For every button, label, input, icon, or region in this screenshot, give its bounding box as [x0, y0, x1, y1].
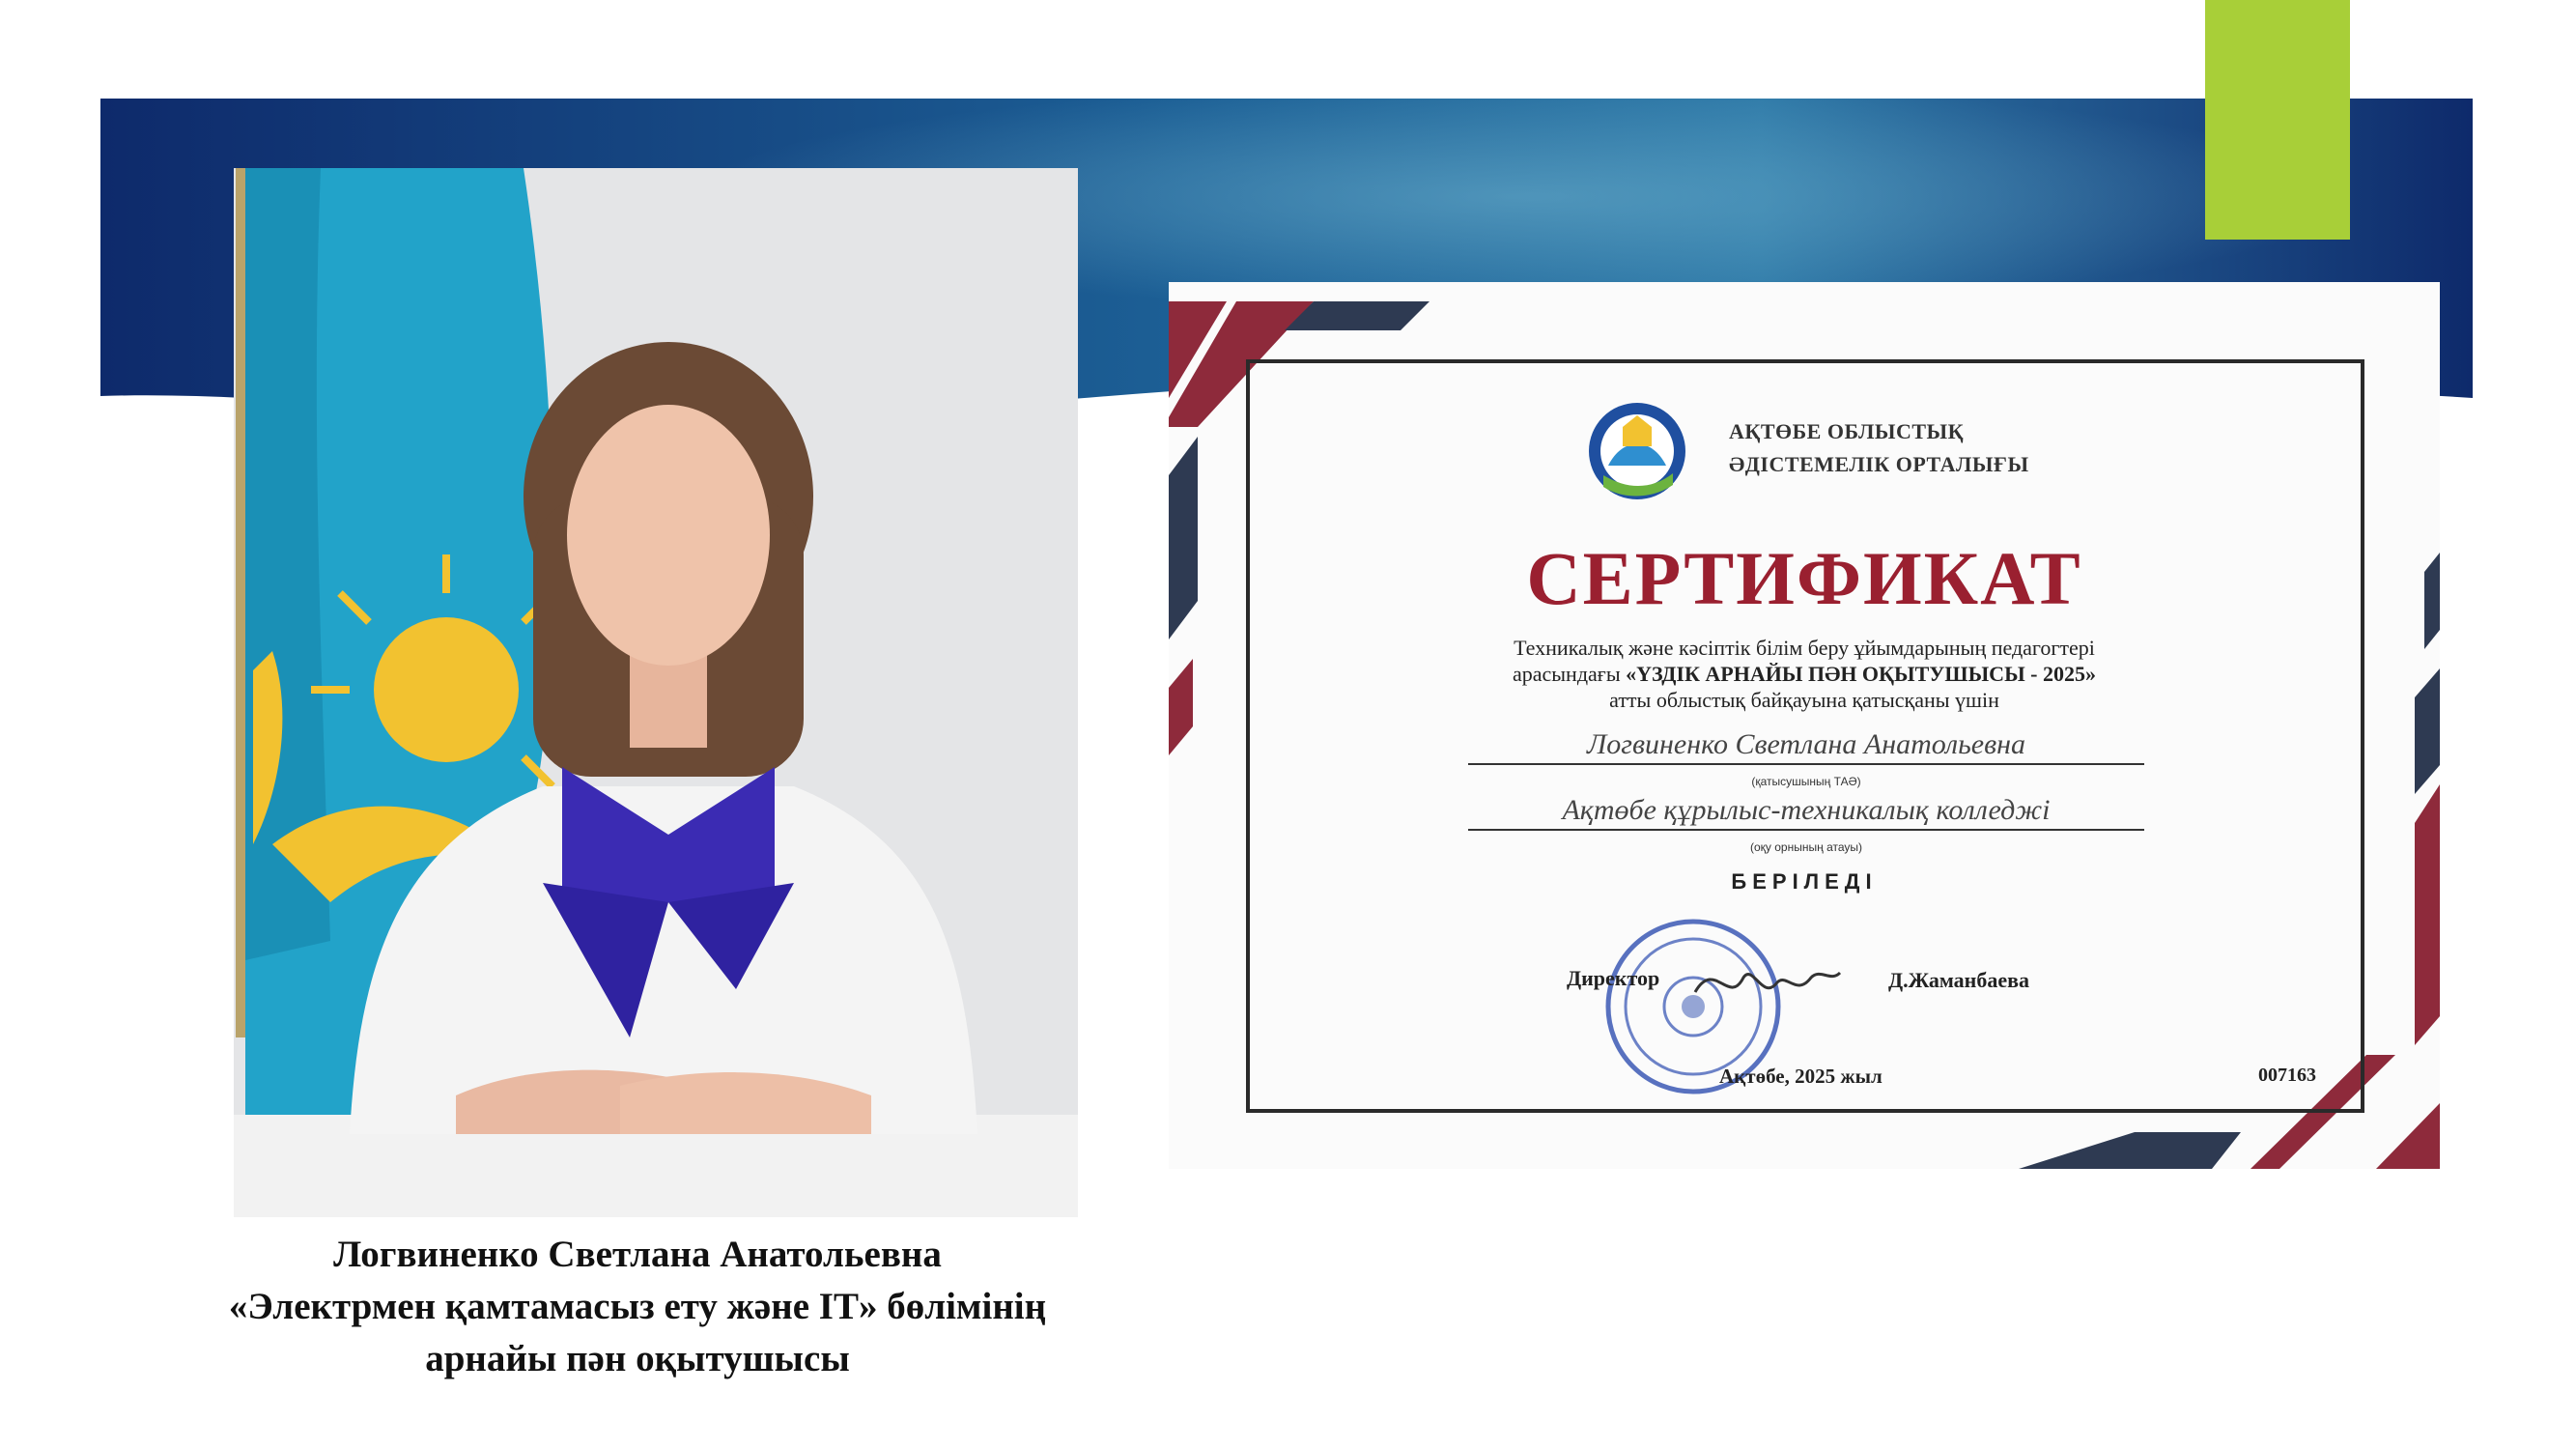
certificate-number: 007163 [2258, 1065, 2316, 1086]
methodological-center-logo [1584, 398, 1690, 504]
place-and-date: Ақтөбе, 2025 жыл [1719, 1065, 1882, 1088]
body-line1: Техникалық және кәсіптік білім беру ұйымдарының педагогтері [1514, 636, 2095, 660]
person-position-line2: арнайы пән оқытушысы [425, 1338, 850, 1379]
recipient-name-note: (қатысушының ТАӘ) [1751, 775, 1861, 788]
body-line2 [1169, 661, 2440, 687]
director-label: Директор [1567, 966, 1660, 990]
institution-handwritten: Ақтөбе құрылыс-техникалық колледжі [1468, 794, 2144, 831]
org-line2: ӘДІСТЕМЕЛІК ОРТАЛЫҒЫ [1729, 452, 2029, 476]
organization-name [1729, 415, 2029, 481]
contest-name: «ҮЗДІК АРНАЙЫ ПӘН ОҚЫТУШЫСЫ - 2025» [1626, 662, 2096, 686]
certificate [1169, 282, 2440, 1169]
institution-note: (оқу орнының атауы) [1750, 840, 1862, 854]
org-line1: АҚТӨБЕ ОБЛЫСТЫҚ [1729, 419, 1965, 443]
person-caption [116, 1229, 1159, 1385]
portrait-photo [234, 168, 1078, 1217]
body-line2-prefix: арасындағы [1512, 662, 1627, 686]
person-position-line1: «Электрмен қамтамасыз ету және IT» бөлімінің [228, 1286, 1047, 1327]
certificate-body [1169, 635, 2440, 713]
director-signature [1690, 949, 1845, 1016]
director-name: Д.Жаманбаева [1888, 968, 2029, 992]
accent-bar [2205, 0, 2350, 240]
certificate-title: СЕРТИФИКАТ [1526, 536, 2082, 620]
awarded-label: БЕРІЛЕДІ [1731, 869, 1878, 894]
body-line3: атты облыстық байқауына қатысқаны үшін [1609, 688, 1999, 712]
person-name: Логвиненко Светлана Анатольевна [333, 1234, 942, 1275]
recipient-name-handwritten: Логвиненко Светлана Анатольевна [1468, 728, 2144, 765]
